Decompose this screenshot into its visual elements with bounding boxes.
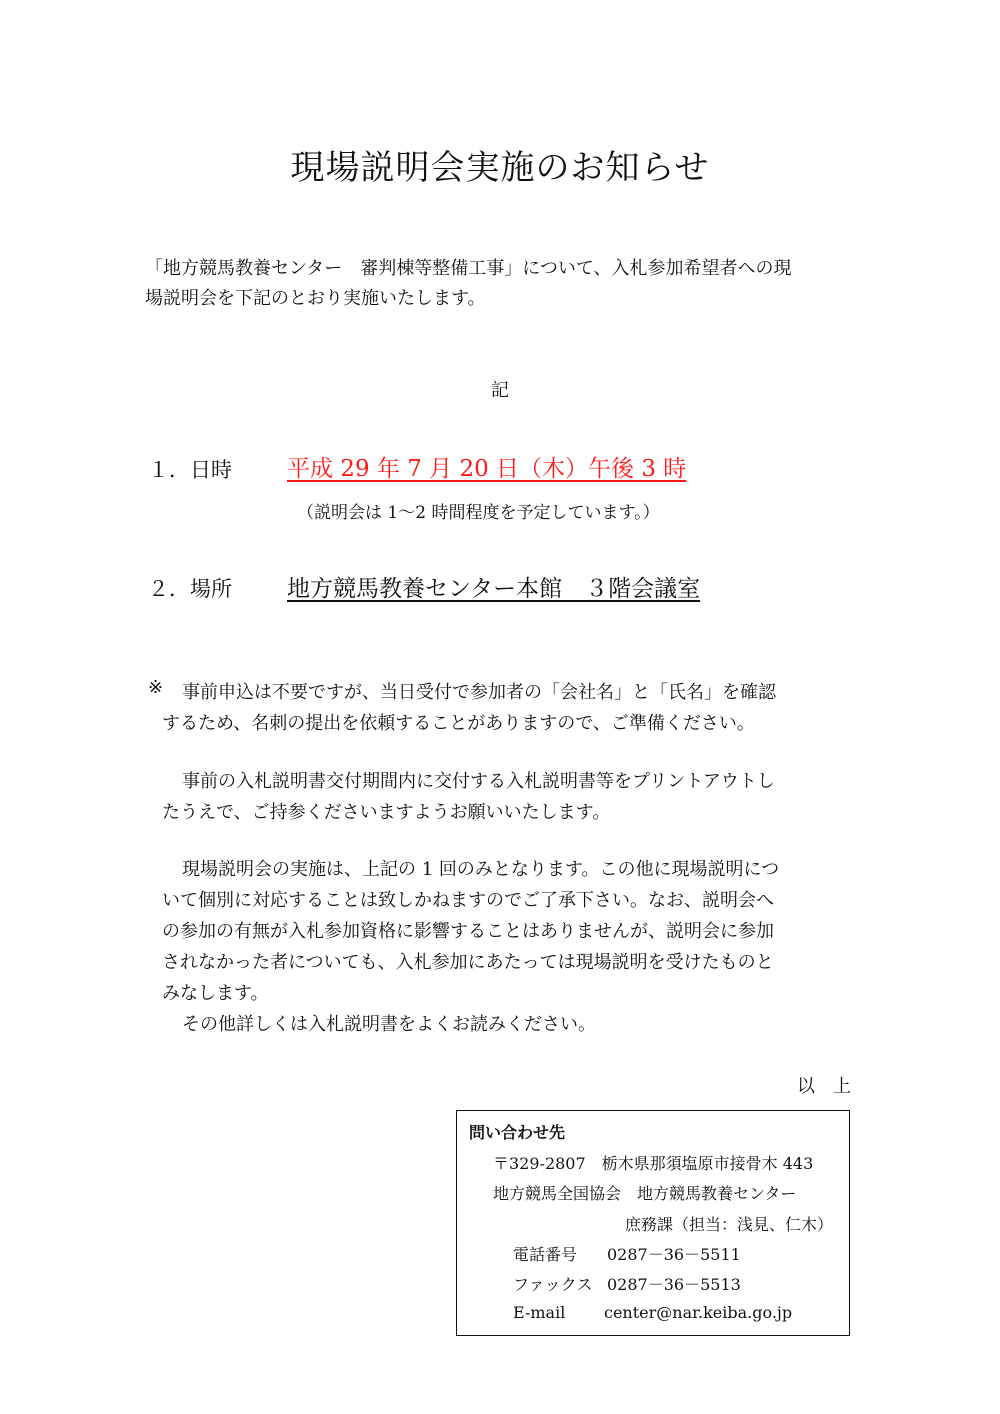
contact-department: 庶務課（担当：浅見、仁木） <box>625 1215 834 1234</box>
intro-paragraph <box>145 254 860 314</box>
remark-paragraph-2 <box>162 766 775 828</box>
remark-3-line-2: いて個別に対応することは致しかねますのでご了承下さい。なお、説明会へ <box>162 890 774 911</box>
datetime-note: （説明会は 1～2 時間程度を予定しています。） <box>297 503 660 523</box>
contact-tel-label: 電話番号 <box>513 1245 578 1264</box>
contact-email[interactable]: center@nar.keiba.go.jp <box>604 1303 793 1322</box>
ki-heading: 記 <box>491 380 509 401</box>
place-label: ２．場所 <box>148 577 232 601</box>
datetime-value: 平成 29 年 7 月 20 日（木）午後 3 時 <box>287 456 687 482</box>
remark-3-line-4: されなかった者についても、入札参加にあたっては現場説明を受けたものと <box>162 952 774 973</box>
remark-paragraph-1 <box>162 677 776 739</box>
contact-heading: 問い合わせ先 <box>469 1123 566 1142</box>
remark-1-line-2: するため、名刺の提出を依頼することがありますので、ご準備ください。 <box>162 713 755 734</box>
contact-fax-label: ファックス <box>513 1275 593 1294</box>
datetime-label: １．日時 <box>148 458 232 482</box>
contact-email-label: E-mail <box>513 1303 566 1322</box>
remark-3-line-5: みなします。 <box>162 983 269 1004</box>
intro-line-2: 場説明会を下記のとおり実施いたします。 <box>145 288 486 309</box>
page-title: 現場説明会実施のお知らせ <box>290 148 710 188</box>
contact-box <box>456 1110 850 1336</box>
remark-3-line-1: 現場説明会の実施は、上記の 1 回のみとなります。この他に現場説明につ <box>182 859 780 880</box>
contact-organization: 地方競馬全国協会 地方競馬教養センター <box>493 1184 797 1203</box>
remark-3-line-3: の参加の有無が入札参加資格に影響することはありませんが、説明会に参加 <box>162 921 774 942</box>
closing-mark: 以 上 <box>797 1076 851 1097</box>
intro-line-1: 「地方競馬教養センター 審判棟等整備工事」について、入札参加希望者への現 <box>145 258 792 279</box>
remark-2-line-2: たうえで、ご持参くださいますようお願いいたします。 <box>162 802 611 823</box>
place-value: 地方競馬教養センター本館 ３階会議室 <box>287 576 701 602</box>
contact-tel: 0287－36－5511 <box>607 1245 741 1264</box>
remark-2-line-1: 事前の入札説明書交付期間内に交付する入札説明書等をプリントアウトし <box>182 771 775 792</box>
contact-address: 〒329-2807 栃木県那須塩原市接骨木 443 <box>493 1154 814 1173</box>
remark-paragraph-4: その他詳しくは入札説明書をよくお読みください。 <box>182 1014 596 1035</box>
remark-paragraph-3 <box>162 854 779 1009</box>
remark-mark: ※ <box>148 677 164 698</box>
contact-fax: 0287－36－5513 <box>607 1275 741 1294</box>
remark-1-line-1: 事前申込は不要ですが、当日受付で参加者の「会社名」と「氏名」を確認 <box>182 682 776 703</box>
